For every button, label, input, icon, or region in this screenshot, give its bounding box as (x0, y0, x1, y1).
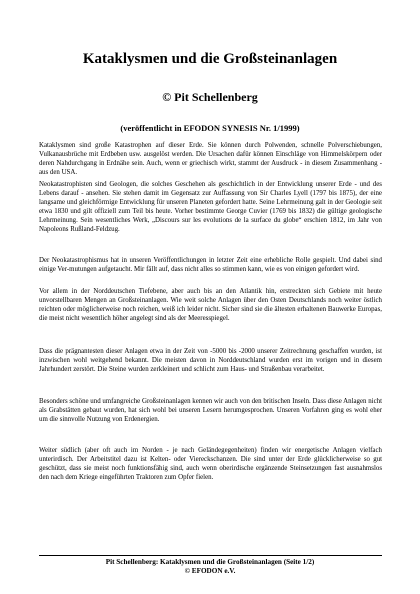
paragraph-1: Kataklysmen sind große Katastrophen auf dieser Erde. Sie können durch Polwenden, schnelle Polverschiebungen, Vulkanausbrüche mit Erdbeben usw. ausgelöst werden. Die Ursachen dafür können Einschläge von Himmelskörpern oder deren Nahdurchgang in Erdnähe sein. Auch, wenn er griechisch wirkt, stammt der Ausdruck - in diesem Zusammenhang - aus den USA. (39, 142, 382, 176)
footer-divider (39, 555, 382, 556)
author-line: © Pit Schellenberg (162, 90, 258, 104)
paragraph-4: Vor allem in der Norddeutschen Tiefebene, aber auch bis an den Atlantik hin, erstreckten sich Gebiete mit heute unvorstellbaren Mengen an Großsteinanlagen. Wie weit solche Anlagen über den Osten Deutschlands noch weiter östlich reichten oder möglicherweise noch reichen, weiß ich leider nicht. Sicher sind sie die ältesten erhaltenen Bauwerke Europas, die meist nicht wesentlich höher angelegt sind als der Meeresspiegel. (39, 288, 382, 322)
page-footer (0, 558, 420, 575)
paragraph-6: Besonders schöne und umfangreiche Großsteinanlagen kennen wir auch von den britischen Inseln. Dass diese Anlagen nicht als Grabstätten gebaut wurden, hat sich wohl bei unseren Lesern herumgesprochen. Unseren Vorfahren ging es wohl eher um die sinnvolle Nutzung von Erdenergien. (39, 398, 382, 423)
footer-copyright: © EFODON e.V. (184, 566, 236, 575)
paragraph-5: Dass die prägnantesten dieser Anlagen etwa in der Zeit von -5000 bis -2000 unserer Zeitrechnung geschaffen wurden, ist inzwischen wohl weitgehend bekannt. Die meisten davon in Norddeutschland wurden erst im vorigen und in diesem Jahrhundert zerstört. Die Steine wurden zerkleinert und schlicht zum Haus- und Straßenbau verarbeitet. (39, 348, 382, 373)
paragraph-3: Der Neokatastrophismus hat in unseren Veröffentlichungen in letzter Zeit eine erhebliche Rolle gespielt. Und dabei sind einige Ver-mutungen aufgetaucht. Mir fällt auf, dass nicht alles so stimmen kann, wie es von einigen gefordert wird. (39, 257, 382, 273)
publication-note: (veröffentlicht in EFODON SYNESIS Nr. 1/1999) (120, 123, 300, 133)
document-title: Kataklysmen und die Großsteinanlagen (82, 51, 338, 67)
footer-citation: Pit Schellenberg: Kataklysmen und die Großsteinanlagen (Seite 1/2) (105, 558, 315, 566)
paragraph-7: Weiter südlich (aber oft auch im Norden - je nach Geländegegenheiten) finden wir energetische Anlagen vielfach unterirdisch. Der Arbeitstitel dazu ist Kelten- oder Viereckschanzen. Die sind unter der Erde glücklicherweise so gut geschützt, dass sie meist noch funktionsfähig sind, auch wenn oberirdische ergänzende Steinsetzungen fast ausnahmslos den nach dem Kriege eingeführten Traktoren zum Opfer fielen. (39, 447, 382, 481)
paragraph-2: Neokatastrophisten sind Geologen, die solches Geschehen als geschichtlich in der Entwicklung unserer Erde - und des Lebens darauf - ansehen. Sie stehen damit im Gegensatz zur Auffassung von Sir Charles Lyell (1797 bis 1875), der eine langsame und gleichförmige Entwicklung für unseren Planeten gefordert hatte. Seine Lehrmeinung galt in der Geologie seit etwa 1830 und gilt offiziell zum Teil bis heute. Vorher bestimmte George Cuvier (1769 bis 1832) die gültige geologische Lehrmeinung. Sein wesentliches Werk, „Discours sur les evolutions de la surface du globe“ erschien 1812, im Jahr von Napoleons Rußland-Feldzug. (39, 181, 382, 233)
